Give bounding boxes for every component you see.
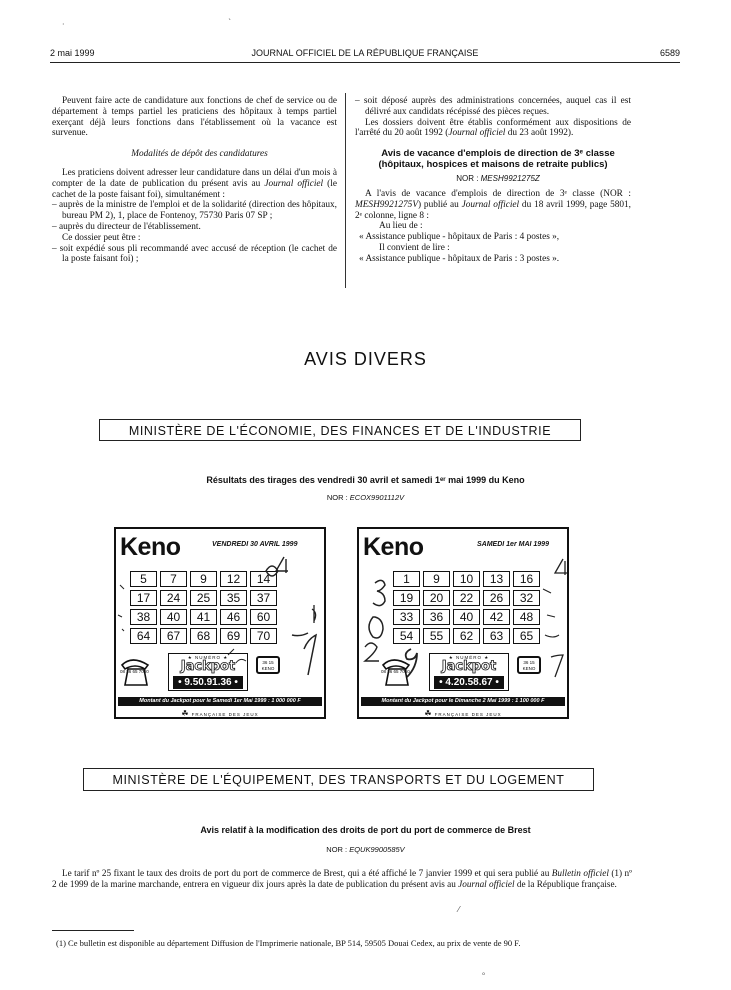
right-column <box>355 96 631 265</box>
scan-speck: ₒ <box>482 968 486 977</box>
draw-date: SAMEDI 1er MAI 1999 <box>477 541 549 548</box>
footnote-rule <box>52 930 134 931</box>
keno-logo: Keno <box>120 533 181 561</box>
jackpot-amount-bar: Montant du Jackpot pour le Samedi 1er Mai 1999 : 1 000 000 F <box>118 697 322 706</box>
keno-number: 62 <box>453 628 480 644</box>
keno-number: 12 <box>220 571 247 587</box>
keno-number: 7 <box>160 571 187 587</box>
paragraph: Les praticiens doivent adresser leur candidature dans un délai d'un mois à compter de la date de publication du présent avis au Journal officiel (le cachet de la poste faisant foi), simultanément : <box>52 167 337 200</box>
list-item: – auprès du directeur de l'établissement. <box>52 221 201 232</box>
keno-number: 13 <box>483 571 510 587</box>
keno-number: 65 <box>513 628 540 644</box>
jackpot-box <box>168 653 248 691</box>
keno-number: 26 <box>483 590 510 606</box>
erratum-label: Au lieu de : <box>379 221 423 232</box>
keno-number: 32 <box>513 590 540 606</box>
keno-number: 40 <box>160 609 187 625</box>
minitel-icon: 36 15 KENO <box>256 656 280 674</box>
footnote: (1) Ce bulletin est disponible au département Diffusion de l'Imprimerie nationale, BP 514, 59505 Douai Cedex, au prix de vente de 90 F. <box>56 938 521 948</box>
jackpot-box <box>429 653 509 691</box>
keno-number: 24 <box>160 590 187 606</box>
keno-number: 54 <box>393 628 420 644</box>
ministry-heading-equipment: MINISTÈRE DE L'ÉQUIPEMENT, DES TRANSPORTS ET DU LOGEMENT <box>83 768 594 791</box>
keno-number: 63 <box>483 628 510 644</box>
phone-number: 08 36 65 7000 <box>381 669 410 674</box>
brest-notice-title: Avis relatif à la modification des droits de port du port de commerce de Brest <box>200 825 531 835</box>
column-divider <box>345 93 346 288</box>
erratum-quote: « Assistance publique - hôpitaux de Paris : 3 postes ». <box>359 253 560 264</box>
erratum-label: Il convient de lire : <box>379 242 450 253</box>
keno-number: 35 <box>220 590 247 606</box>
fdj-brand: ☘ FRANÇAISE DES JEUX <box>424 709 502 718</box>
keno-number: 40 <box>453 609 480 625</box>
keno-number: 37 <box>250 590 277 606</box>
nor-reference: NOR : EQUK9900585V <box>326 845 405 854</box>
fdj-brand: ☘ FRANÇAISE DES JEUX <box>181 709 259 718</box>
brest-notice-body: Le tarif nº 25 fixant le taux des droits de port du port de commerce de Brest, qui a été affiché le 7 janvier 1999 et qui sera publié au Bulletin officiel (1) nº 2 de 1999 de la marine marchande, entrera en vigueur dix jours après la date de publication du présent avis au Journal officiel de la République française. <box>52 868 633 889</box>
journal-ref: Journal officiel <box>448 128 506 139</box>
notice-heading: Avis de vacance d'emplois de direction de 3ᵉ classe (hôpitaux, hospices et maisons de retraite publics) <box>378 148 615 170</box>
left-column <box>52 96 337 265</box>
list-item: – auprès de la ministre de l'emploi et de la solidarité (direction des hôpitaux, bureau PM 2), 1, place de Fontenoy, 75730 Paris 07 SP ; <box>52 200 337 222</box>
clover-icon: ☘ <box>181 709 189 718</box>
keno-ticket-friday <box>114 527 326 719</box>
jackpot-number: • 9.50.91.36 • <box>173 676 243 689</box>
scan-speck: · <box>62 20 65 29</box>
section-title-avis-divers: AVIS DIVERS <box>304 349 427 369</box>
keno-number: 42 <box>483 609 510 625</box>
keno-number: 20 <box>423 590 450 606</box>
paragraph: Ce dossier peut être : <box>62 232 141 243</box>
paragraph: Peuvent faire acte de candidature aux fonctions de chef de service ou de département à temps partiel les praticiens des hôpitaux à temps partiel exerçant déjà leurs fonctions dans l'établissement où la vacance est survenue. <box>52 96 337 139</box>
nor-reference: NOR : MESH9921275Z <box>456 174 540 184</box>
keno-number: 25 <box>190 590 217 606</box>
clover-icon: ☘ <box>424 709 432 718</box>
keno-number: 9 <box>190 571 217 587</box>
jackpot-word: Jackpot <box>441 659 497 674</box>
keno-number: 69 <box>220 628 247 644</box>
keno-number: 60 <box>250 609 277 625</box>
keno-number: 14 <box>250 571 277 587</box>
minitel-icon: 36 15 KENO <box>517 656 541 674</box>
header-date: 2 mai 1999 <box>50 48 95 58</box>
keno-number: 70 <box>250 628 277 644</box>
page-number: 6589 <box>659 48 680 58</box>
keno-number: 36 <box>423 609 450 625</box>
paragraph: A l'avis de vacance d'emplois de direction de 3ᵉ classe (NOR : MESH9921275V) publié au Journal officiel du 18 avril 1999, page 5801, 2ᵉ colonne, ligne 8 : <box>355 188 632 221</box>
keno-number: 17 <box>130 590 157 606</box>
keno-number: 41 <box>190 609 217 625</box>
jackpot-numero-label: ★ NUMÉRO ★ <box>187 655 229 660</box>
keno-number: 46 <box>220 609 247 625</box>
jackpot-amount-bar: Montant du Jackpot pour le Dimanche 2 Mai 1999 : 1 100 000 F <box>361 697 565 706</box>
section-title: Modalités de dépôt des candidatures <box>131 149 268 160</box>
keno-number: 67 <box>160 628 187 644</box>
header-rule <box>50 62 680 63</box>
paragraph: Les dossiers doivent être établis conformément aux dispositions de l'arrêté du 20 août 1992 (Journal officiel du 23 août 1992). <box>355 117 631 139</box>
keno-logo: Keno <box>363 533 424 561</box>
keno-number: 16 <box>513 571 540 587</box>
keno-number: 10 <box>453 571 480 587</box>
list-item: – soit expédié sous pli recommandé avec accusé de réception (le cachet de la poste faisant foi) ; <box>52 243 337 265</box>
keno-number: 33 <box>393 609 420 625</box>
jackpot-word: Jackpot <box>180 659 236 674</box>
keno-number: 1 <box>393 571 420 587</box>
keno-number: 9 <box>423 571 450 587</box>
keno-number: 48 <box>513 609 540 625</box>
erratum-quote: « Assistance publique - hôpitaux de Paris : 4 postes », <box>359 232 560 243</box>
journal-title: JOURNAL OFFICIEL DE LA RÉPUBLIQUE FRANÇAISE <box>251 48 479 58</box>
keno-number: 55 <box>423 628 450 644</box>
jackpot-number: • 4.20.58.67 • <box>434 676 504 689</box>
phone-number: 08 36 65 7000 <box>120 669 149 674</box>
nor-reference: NOR : ECOX9901112V <box>326 493 405 502</box>
keno-number: 68 <box>190 628 217 644</box>
keno-results-title: Résultats des tirages des vendredi 30 avril et samedi 1ᵉʳ mai 1999 du Keno <box>206 475 525 485</box>
journal-ref: Journal officiel <box>264 178 324 189</box>
keno-number: 38 <box>130 609 157 625</box>
scan-speck: ⁄ <box>458 905 460 914</box>
ministry-heading-economy: MINISTÈRE DE L'ÉCONOMIE, DES FINANCES ET DE L'INDUSTRIE <box>99 419 581 441</box>
keno-number: 19 <box>393 590 420 606</box>
jackpot-numero-label: ★ NUMÉRO ★ <box>448 655 490 660</box>
keno-number: 22 <box>453 590 480 606</box>
keno-ticket-saturday <box>357 527 569 719</box>
list-item: – soit déposé auprès des administrations concernées, auquel cas il est délivré aux candidats récépissé des pièces reçues. <box>355 96 631 117</box>
keno-number: 5 <box>130 571 157 587</box>
scan-speck: ˋ <box>228 18 232 27</box>
draw-date: VENDREDI 30 AVRIL 1999 <box>212 541 298 548</box>
keno-number: 64 <box>130 628 157 644</box>
page-header <box>50 48 680 62</box>
